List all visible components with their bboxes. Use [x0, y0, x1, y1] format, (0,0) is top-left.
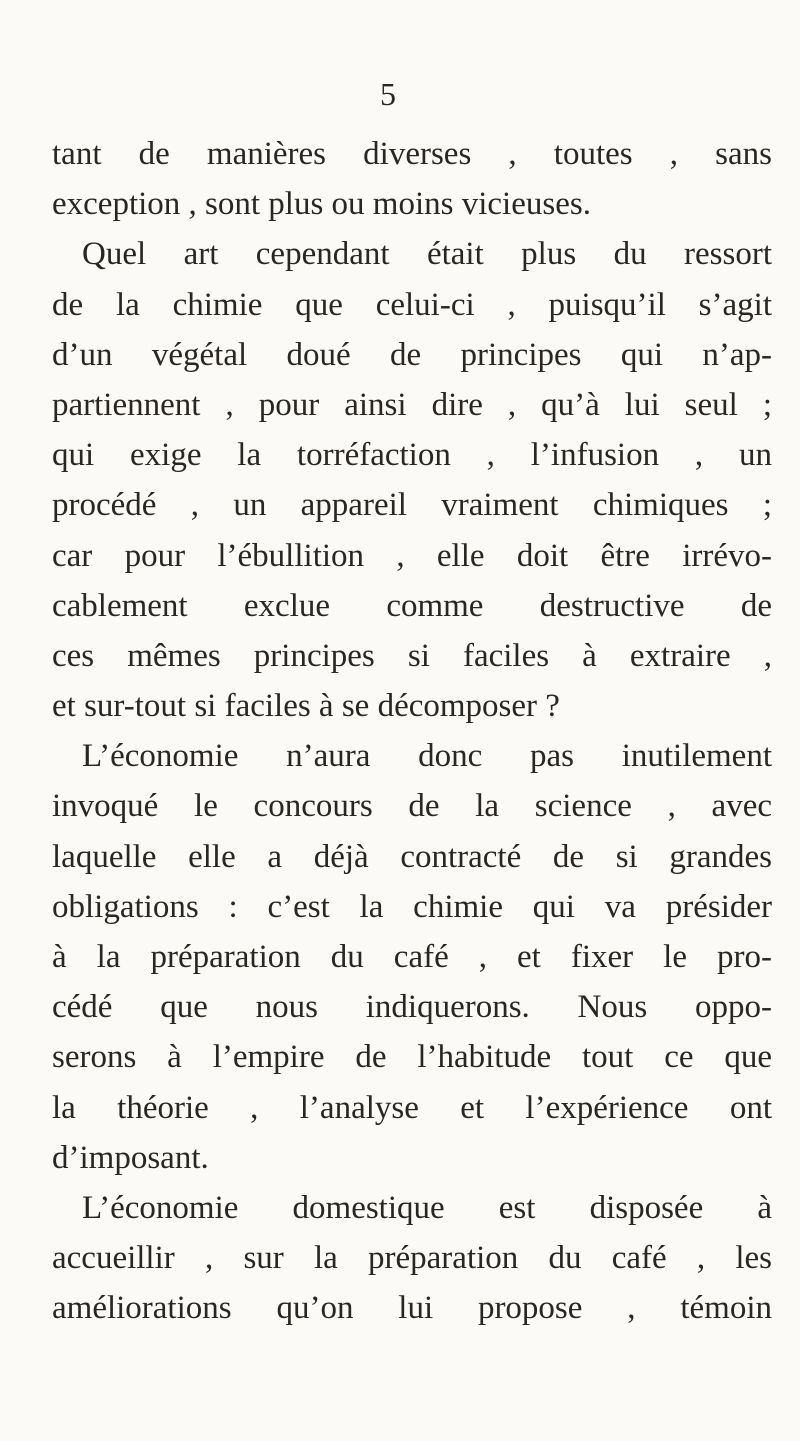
text-line: de la chimie que celui-ci , puisqu’il s’agit — [52, 286, 772, 323]
text-line: Quel art cependant était plus du ressort — [82, 236, 772, 273]
text-line: d’imposant. — [52, 1139, 209, 1176]
text-line: cédé que nous indiquerons. Nous oppo- — [52, 989, 772, 1026]
text-line: L’économie n’aura donc pas inutilement — [82, 738, 772, 775]
text-line: tant de manières diverses , toutes , sans — [52, 136, 772, 172]
text-line: améliorations qu’on lui propose , témoin — [52, 1290, 772, 1327]
text-line: accueillir , sur la préparation du café , les — [52, 1240, 772, 1277]
body-text — [52, 129, 772, 1334]
text-line: d’un végétal doué de principes qui n’ap- — [52, 336, 772, 373]
text-line: et sur-tout si faciles à se décomposer ? — [52, 688, 560, 725]
text-line: laquelle elle a déjà contracté de si grandes — [52, 838, 772, 875]
text-line: L’économie domestique est disposée à — [82, 1189, 772, 1226]
text-line: procédé , un appareil vraiment chimiques ; — [52, 487, 772, 524]
text-line: la théorie , l’analyse et l’expérience ont — [52, 1089, 772, 1126]
text-line: cablement exclue comme destructive de — [52, 587, 772, 624]
text-line: obligations : c’est la chimie qui va présider — [52, 888, 772, 925]
text-line: à la préparation du café , et fixer le pro- — [52, 939, 772, 975]
page-number: 5 — [380, 76, 396, 112]
text-line: partiennent , pour ainsi dire , qu’à lui seul ; — [52, 386, 772, 423]
text-line: qui exige la torréfaction , l’infusion , un — [52, 437, 772, 474]
text-line: serons à l’empire de l’habitude tout ce que — [52, 1039, 772, 1076]
text-line: invoqué le concours de la science , avec — [52, 788, 772, 825]
text-line: ces mêmes principes si faciles à extraire , — [52, 637, 772, 674]
text-line: car pour l’ébullition , elle doit être irrévo- — [52, 537, 772, 574]
text-line: exception , sont plus ou moins vicieuses. — [52, 186, 591, 223]
